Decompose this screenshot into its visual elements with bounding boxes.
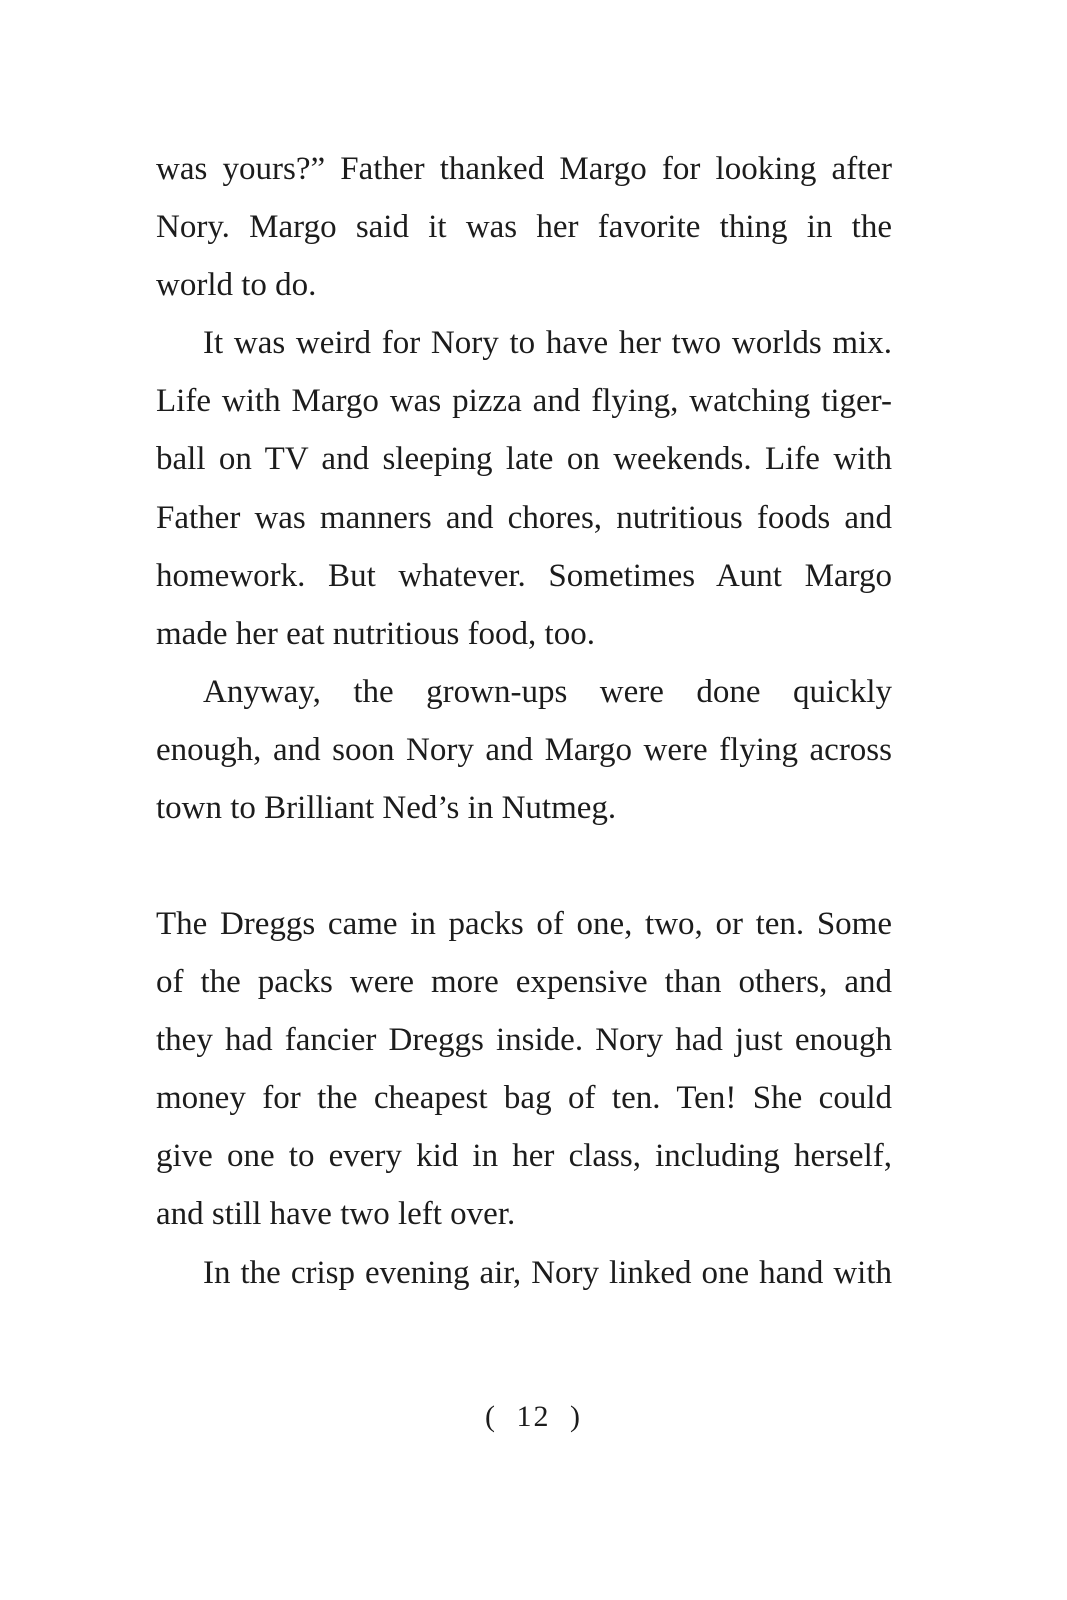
text-line: In the crisp evening air, Nory linked one hand with (203, 1254, 892, 1291)
text-line: give one to every kid in her class, including herself, (156, 1138, 892, 1175)
text-line: ball on TV and sleeping late on weekends. Life with (156, 441, 892, 478)
text-line: they had fancier Dreggs inside. Nory had just enough (156, 1022, 892, 1059)
text-line: made her eat nutritious food, too. (156, 615, 595, 652)
text-line: was yours?” Father thanked Margo for looking after (156, 151, 892, 187)
text-line: It was weird for Nory to have her two worlds mix. (203, 325, 892, 362)
text-line: Father was manners and chores, nutritious foods and (156, 499, 892, 536)
text-line: of the packs were more expensive than others, and (156, 964, 892, 1001)
text-line: homework. But whatever. Sometimes Aunt Margo (156, 557, 892, 594)
text-line: Nory. Margo said it was her favorite thing in the (156, 209, 892, 246)
page-number: ( 12 ) (485, 1400, 582, 1433)
text-line: The Dreggs came in packs of one, two, or ten. Some (156, 906, 892, 942)
text-section-1 (156, 140, 892, 837)
text-line: world to do. (156, 267, 317, 304)
text-section-2 (156, 895, 892, 1302)
text-line: money for the cheapest bag of ten. Ten! She could (156, 1080, 892, 1117)
text-line: town to Brilliant Ned’s in Nutmeg. (156, 790, 617, 827)
text-line: enough, and soon Nory and Margo were flying across (156, 731, 892, 768)
text-line: and still have two left over. (156, 1196, 516, 1233)
text-line: Life with Margo was pizza and flying, watching tiger- (156, 383, 892, 420)
text-line: Anyway, the grown-ups were done quickly (203, 673, 892, 710)
